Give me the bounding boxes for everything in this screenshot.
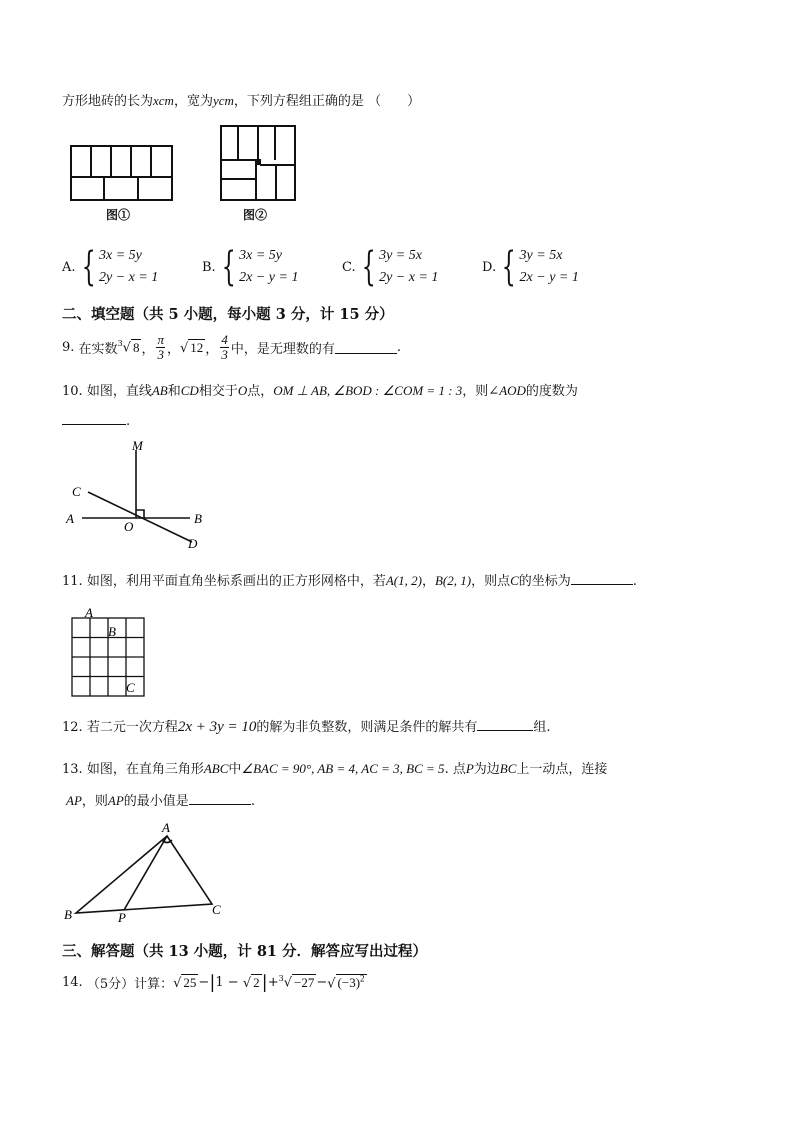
q8-stem xyxy=(62,90,420,109)
q13-end: . xyxy=(250,794,255,809)
label-m: M xyxy=(132,438,143,453)
q10-text: 点， xyxy=(247,384,274,399)
q12-text: 组. xyxy=(533,720,551,735)
q11-text: 的坐标为 xyxy=(518,574,571,589)
section-3-title: 三、解答题（共 13 小题，计 81 分．解答应写出过程） xyxy=(62,943,428,960)
q10-text: 和 xyxy=(167,384,181,399)
q12-text: 若二元一次方程 xyxy=(86,720,178,735)
q8-var-y: ycm xyxy=(212,93,234,108)
q12-answer-blank[interactable] xyxy=(477,718,533,731)
q10-text: ，则∠ xyxy=(462,384,500,399)
q10-figure xyxy=(62,436,222,556)
brace-icon: { xyxy=(221,244,236,290)
q13-abc: ABC xyxy=(203,761,229,776)
denominator: 3 xyxy=(221,347,228,362)
label-p: P xyxy=(118,910,126,924)
q13-text: 如图，在直角三角形 xyxy=(86,762,204,777)
q10-cd: CD xyxy=(180,383,199,398)
q13-text: . 点 xyxy=(444,762,466,777)
radicand: 12 xyxy=(190,339,204,355)
equation: 2x − y = 1 xyxy=(519,270,579,285)
q13-ap: AP xyxy=(66,793,82,808)
fig1-outline xyxy=(71,146,172,200)
label-c: C xyxy=(212,902,221,917)
abs-bar-left: | xyxy=(209,972,216,993)
q9-frac-43 xyxy=(220,333,229,362)
q13 xyxy=(62,758,607,777)
q10-answer-blank[interactable] xyxy=(62,412,126,425)
q11-c: C xyxy=(510,573,519,588)
q11-text: ，则点 xyxy=(471,574,511,589)
q13-text: 的最小值是 xyxy=(123,794,189,809)
radicand: 2 xyxy=(253,974,260,990)
q8-stem-part: ，宽为 xyxy=(173,94,213,109)
option-letter: D. xyxy=(482,259,497,275)
equation-system xyxy=(520,245,579,289)
radicand: 25 xyxy=(183,974,197,990)
q14-text: （5分）计算： xyxy=(86,977,174,992)
q8-option-d[interactable] xyxy=(482,245,579,289)
radical-index: 3 xyxy=(117,339,123,349)
equation: 3y = 5x xyxy=(519,248,563,263)
q9-sqrt12: √ 12 xyxy=(180,339,204,356)
q8-var-x: xcm xyxy=(153,93,174,108)
line-cd xyxy=(88,492,192,542)
option-letter: B. xyxy=(202,259,216,275)
operator: + xyxy=(267,975,279,990)
operator: − xyxy=(316,975,328,990)
abs-content: 1 − xyxy=(215,975,239,990)
q13-answer-blank[interactable] xyxy=(189,792,251,805)
label-c: C xyxy=(72,484,81,499)
q10-end: . xyxy=(126,414,131,429)
brace-icon: { xyxy=(361,244,376,290)
equation: 3y = 5x xyxy=(379,248,422,263)
q14-number: 14. xyxy=(62,975,83,990)
equation: 3x = 5y xyxy=(98,248,142,263)
q14-sqrt-last: √ $(-3)^2$ xyxy=(327,973,365,992)
option-letter: A. xyxy=(62,259,76,275)
brace-icon: { xyxy=(501,244,516,290)
radicand xyxy=(336,974,367,990)
q8-stem-part: 方形地砖的长为 xyxy=(62,94,154,109)
fig1-label: 图① xyxy=(106,208,131,222)
operator: − xyxy=(198,975,210,990)
separator: ， xyxy=(166,342,180,357)
label-c: C xyxy=(126,680,135,695)
q10 xyxy=(62,380,578,399)
q9-cbrt8: $^3$√ 8 xyxy=(117,339,140,356)
q12-equation: 2x + 3y = 10 xyxy=(177,719,257,735)
label-o: O xyxy=(124,519,134,534)
separator: ， xyxy=(421,574,435,589)
equation-system xyxy=(99,245,158,289)
q9-number: 9. xyxy=(62,340,75,355)
q10-o: O xyxy=(237,383,248,398)
q9-text: 在实数 xyxy=(78,342,118,357)
label-b: B xyxy=(108,624,116,639)
q14-sqrt2: √ 2 xyxy=(242,974,260,991)
q13-triangle-figure xyxy=(62,818,242,924)
q12-text: 的解为非负整数，则满足条件的解共有 xyxy=(256,720,478,735)
q10-ab: AB xyxy=(151,383,168,398)
q9-answer-blank[interactable] xyxy=(335,341,397,354)
option-letter: C. xyxy=(342,259,356,275)
equation: 2x − y = 1 xyxy=(239,270,299,285)
q11-point-b: B(2, 1) xyxy=(434,573,472,588)
q12 xyxy=(62,716,551,736)
q10-condition: OM ⊥ AB, ∠BOD : ∠COM = 1 : 3 xyxy=(273,383,463,398)
right-angle-arc xyxy=(162,840,172,843)
q9-text: 中，是无理数的有 xyxy=(230,342,335,357)
equation: 2y − x = 1 xyxy=(98,270,159,285)
q10-number: 10. xyxy=(62,384,83,399)
q11-end: . xyxy=(632,574,637,589)
q11-grid-figure xyxy=(68,604,150,700)
q10-text: 的度数为 xyxy=(525,384,578,399)
q11 xyxy=(62,570,637,589)
fig2-label: 图② xyxy=(243,208,268,222)
q14 xyxy=(62,972,367,993)
label-a: A xyxy=(85,605,93,620)
equation-system xyxy=(239,245,298,289)
q8-option-b[interactable] xyxy=(202,245,298,289)
abs-bar-right: | xyxy=(261,972,268,993)
denominator: 3 xyxy=(157,347,164,362)
q14-sqrt25: √ 25 xyxy=(173,974,197,991)
q10-answer-line xyxy=(62,412,130,429)
q11-point-a: A(1, 2) xyxy=(385,573,422,588)
fig2-hole xyxy=(255,159,261,165)
q10-text: 如图，直线 xyxy=(86,384,152,399)
q8-figure-2 xyxy=(218,123,298,203)
q8-stem-part: ，下列方程组正确的是 xyxy=(233,94,364,109)
q8-option-c[interactable] xyxy=(342,245,438,289)
radicand-base: (−3) xyxy=(337,975,361,991)
equation: 2y − x = 1 xyxy=(379,270,439,285)
q11-answer-blank[interactable] xyxy=(571,572,633,585)
q8-answer-paren: （ ） xyxy=(368,94,421,109)
brace-icon: { xyxy=(81,244,96,290)
q10-text: 相交于 xyxy=(198,384,238,399)
radicand: 8 xyxy=(132,339,140,355)
exponent: 2 xyxy=(360,973,365,984)
separator: ， xyxy=(205,342,219,357)
q13-text: ，则 xyxy=(81,794,108,809)
q12-number: 12. xyxy=(62,720,83,735)
separator: ， xyxy=(141,342,155,357)
q13-text: 上一动点，连接 xyxy=(516,762,608,777)
q13-line2 xyxy=(66,790,255,809)
q9-end: . xyxy=(396,340,401,355)
label-a: A xyxy=(66,511,74,526)
section-2-title: 二、填空题（共 5 小题，每小题 3 分，计 15 分） xyxy=(62,306,394,323)
label-a: A xyxy=(162,820,170,835)
label-b: B xyxy=(64,907,72,922)
segment-ap xyxy=(124,836,167,910)
label-b: B xyxy=(194,511,202,526)
q13-ap: AP xyxy=(107,793,124,808)
q13-text: 为边 xyxy=(473,762,500,777)
equation-system xyxy=(379,245,438,289)
q8-option-a[interactable] xyxy=(62,245,158,289)
equation: 3x = 5y xyxy=(239,248,283,263)
numerator: π xyxy=(157,332,164,347)
q11-number: 11. xyxy=(62,574,83,589)
q13-condition: ∠BAC = 90°, AB = 4, AC = 3, BC = 5 xyxy=(241,761,445,776)
radical-index: 3 xyxy=(278,974,284,984)
q9-frac-pi xyxy=(156,333,165,362)
radicand: −27 xyxy=(294,974,315,990)
numerator: 4 xyxy=(221,332,228,347)
q14-cbrt: $^3$√ −27 xyxy=(278,974,315,991)
q10-aod: AOD xyxy=(499,383,526,398)
label-d: D xyxy=(188,536,198,551)
q11-text: 如图，利用平面直角坐标系画出的正方形网格中，若 xyxy=(86,574,386,589)
q13-number: 13. xyxy=(62,762,83,777)
q13-text: 中 xyxy=(228,762,242,777)
q9 xyxy=(62,333,401,362)
q13-bc: BC xyxy=(499,761,517,776)
q13-p: P xyxy=(465,761,474,776)
